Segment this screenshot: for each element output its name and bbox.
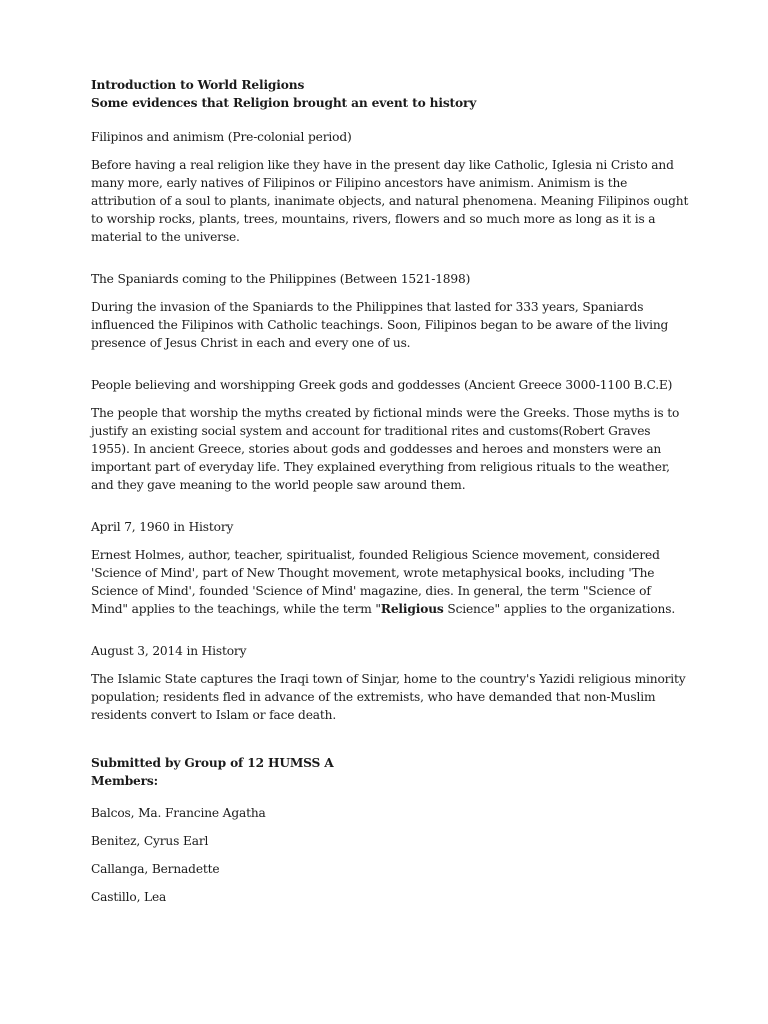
section-greek xyxy=(91,376,691,494)
body-text: Ernest Holmes, author, teacher, spiritualist, founded Religious Science movement, considered 'Science of Mind', part of New Thought movement, wrote metaphysical books, including 'The Science of Mind', founded 'Science of Mind' magazine, dies. In general, the term "Science of Mind" applies to the teachings, while the term " xyxy=(91,548,660,616)
section-body xyxy=(91,546,691,618)
section-body: The Islamic State captures the Iraqi town of Sinjar, home to the country's Yazidi religious minority population; residents fled in advance of the extremists, who have demanded that non-Muslim residents convert to Islam or face death. xyxy=(91,672,686,722)
list-item: Castillo, Lea xyxy=(91,890,167,904)
list-item: Benitez, Cyrus Earl xyxy=(91,834,209,848)
submission-block xyxy=(91,754,691,790)
body-text: Science" applies to the organizations. xyxy=(443,602,676,616)
section-body: During the invasion of the Spaniards to the Philippines that lasted for 333 years, Spaniards influenced the Filipinos with Catholic teachings. Soon, Filipinos began to be aware of the living presence of Jesus Christ in each and every one of us. xyxy=(91,300,669,350)
document-title: Introduction to World Religions xyxy=(91,78,305,92)
members-list xyxy=(91,804,691,906)
section-heading: August 3, 2014 in History xyxy=(91,644,247,658)
section-august-2014 xyxy=(91,642,691,724)
bold-term: Religious xyxy=(380,602,444,616)
section-heading: April 7, 1960 in History xyxy=(91,520,234,534)
members-label: Members: xyxy=(91,774,158,788)
document-subtitle: Some evidences that Religion brought an event to history xyxy=(91,96,477,110)
document-page xyxy=(91,76,691,916)
section-animism xyxy=(91,128,691,246)
section-heading: The Spaniards coming to the Philippines (Between 1521-1898) xyxy=(91,272,471,286)
list-item: Balcos, Ma. Francine Agatha xyxy=(91,806,266,820)
section-spaniards xyxy=(91,270,691,352)
section-april-1960 xyxy=(91,518,691,618)
list-item: Callanga, Bernadette xyxy=(91,862,220,876)
title-block xyxy=(91,76,691,112)
section-body: Before having a real religion like they have in the present day like Catholic, Iglesia ni Cristo and many more, early natives of Filipinos or Filipino ancestors have animism. Animism is the attribution of a soul to plants, inanimate objects, and natural phenomena. Meaning Filipinos ought to worship rocks, plants, trees, mountains, rivers, flowers and so much more as long as it is a material to the universe. xyxy=(91,158,689,244)
section-heading: Filipinos and animism (Pre-colonial period) xyxy=(91,130,352,144)
section-heading: People believing and worshipping Greek gods and goddesses (Ancient Greece 3000-1100 B.C.E) xyxy=(91,378,673,392)
section-body: The people that worship the myths created by fictional minds were the Greeks. Those myths is to justify an existing social system and account for traditional rites and customs(Robert Graves 1955). In ancient Greece, stories about gods and goddesses and heroes and monsters were an important part of everyday life. They explained everything from religious rituals to the weather, and they gave meaning to the world people saw around them. xyxy=(91,406,680,492)
submitted-by: Submitted by Group of 12 HUMSS A xyxy=(91,756,334,770)
